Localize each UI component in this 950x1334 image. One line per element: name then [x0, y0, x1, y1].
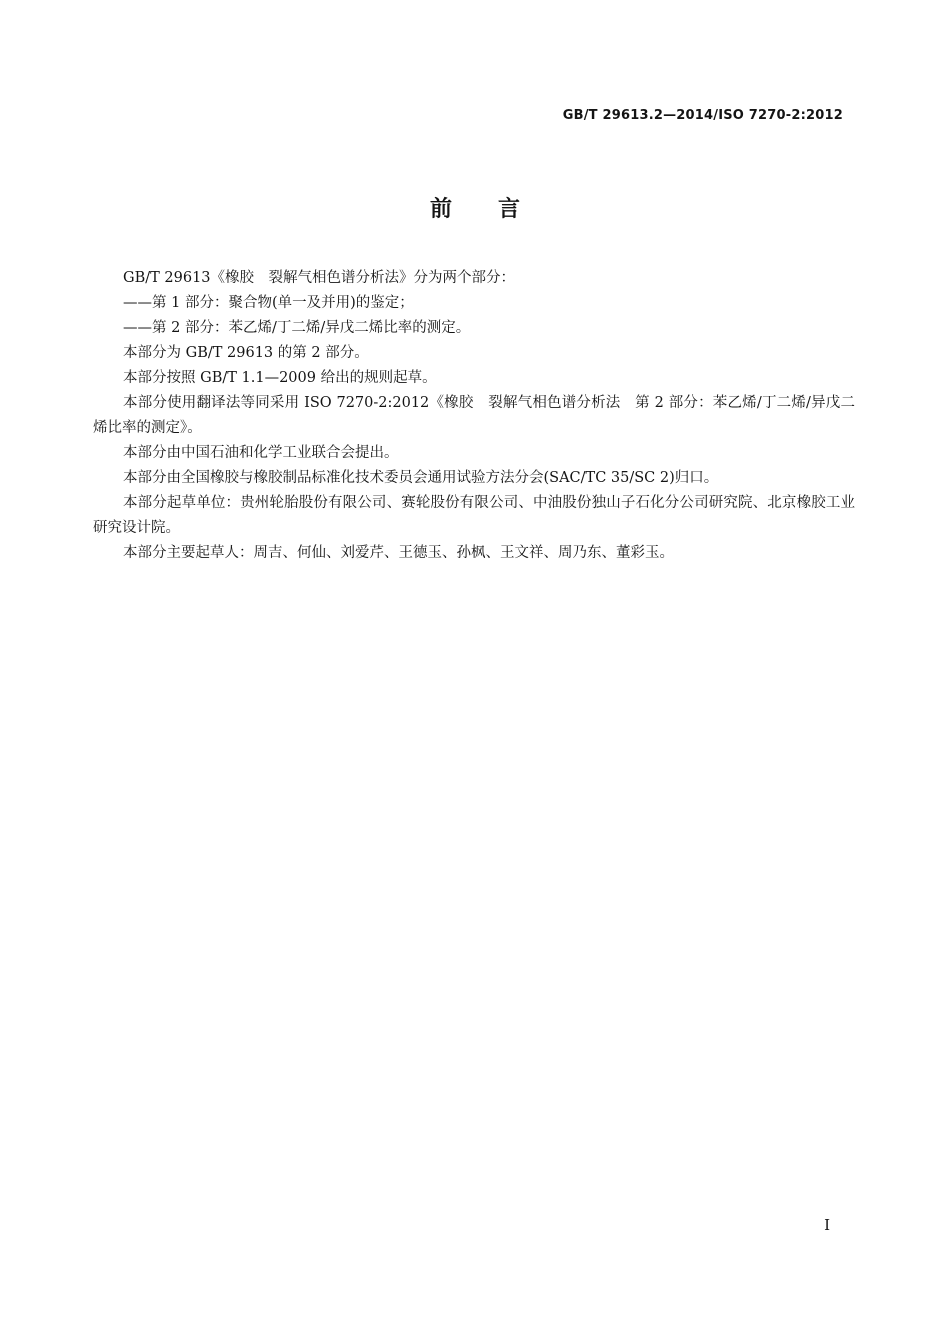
list-item-part-2: ——第 2 部分：苯乙烯/丁二烯/异戊二烯比率的测定。 — [123, 320, 471, 336]
paragraph-drafting-units: 本部分起草单位：贵州轮胎股份有限公司、赛轮股份有限公司、中油股份独山子石化分公司研究院、北京橡胶工业研究设计院。 — [93, 495, 855, 536]
foreword-body — [93, 266, 855, 566]
standard-number: GB/T 29613.2—2014/ISO 7270-2:2012 — [562, 108, 843, 123]
list-item-part-1: ——第 1 部分：聚合物(单一及并用)的鉴定； — [123, 295, 414, 311]
page-number: I — [824, 1216, 830, 1234]
paragraph-this-part: 本部分为 GB/T 29613 的第 2 部分。 — [123, 345, 369, 361]
paragraph-committee: 本部分由全国橡胶与橡胶制品标准化技术委员会通用试验方法分会(SAC/TC 35/SC 2)归口。 — [123, 470, 719, 486]
paragraph-proposer: 本部分由中国石油和化学工业联合会提出。 — [123, 445, 399, 461]
paragraph-drafting-rules: 本部分按照 GB/T 1.1—2009 给出的规则起草。 — [123, 370, 437, 386]
paragraph-parts-intro: GB/T 29613《橡胶 裂解气相色谱分析法》分为两个部分： — [123, 270, 516, 286]
paragraph-drafters: 本部分主要起草人：周吉、何仙、刘爱芹、王德玉、孙枫、王文祥、周乃东、董彩玉。 — [123, 545, 674, 561]
paragraph-translation: 本部分使用翻译法等同采用 ISO 7270-2:2012《橡胶 裂解气相色谱分析法 第 2 部分：苯乙烯/丁二烯/异戊二烯比率的测定》。 — [93, 395, 855, 436]
page-title: 前言 — [429, 197, 566, 222]
